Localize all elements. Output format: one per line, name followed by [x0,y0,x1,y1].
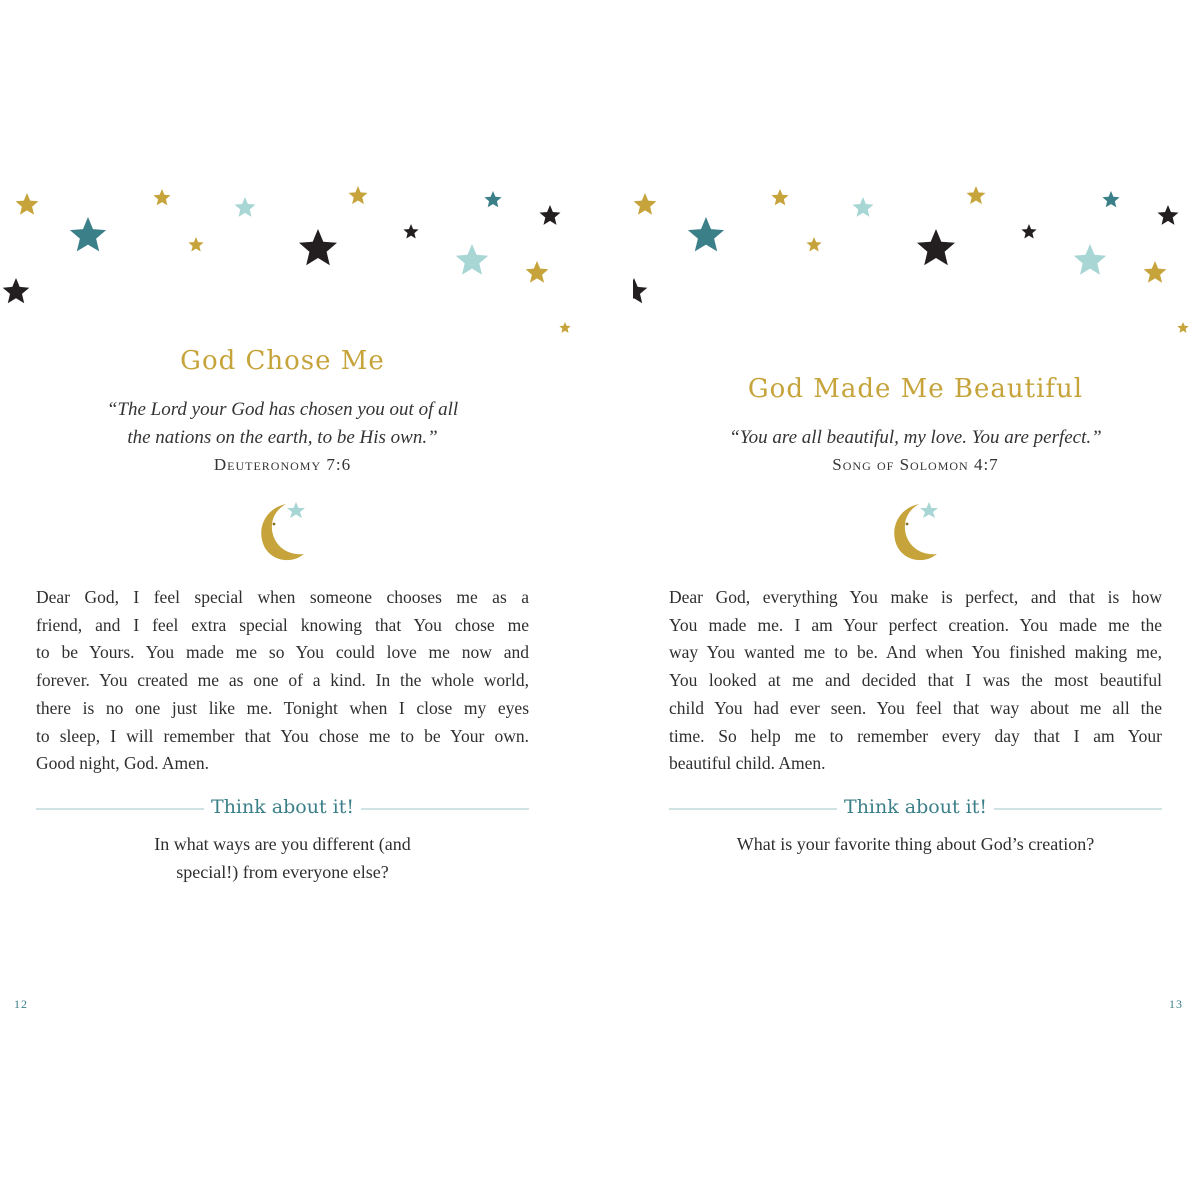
think-about-it-label: Think about it! [211,796,354,818]
scripture-reference: Song of Solomon 4:7 [832,455,999,474]
scripture-quote [633,424,1198,452]
star-icon [188,237,203,252]
star-icon [633,278,647,303]
star-icon [16,193,39,215]
think-about-it-label: Think about it! [844,796,987,818]
star-icon [771,189,788,205]
prayer-line: friend, and I feel extra special knowing that You chose me [36,614,529,635]
star-icon [235,197,256,217]
prayer-line: Dear God, everything You make is perfect, and that is how [669,587,1162,607]
star-icon [806,237,821,252]
page-number: 13 [1169,997,1183,1011]
star-icon [1144,261,1167,283]
star-icon [153,189,170,205]
page-title: God Made Me Beautiful [747,374,1084,404]
prayer-line: child You had ever seen. You feel that way about me all the [669,697,1162,718]
prayer-line: Dear God, I feel special when someone chooses me as a [36,587,529,607]
prayer-line: You looked at me and decided that I was the most beautiful [669,670,1162,691]
star-icon [456,244,488,275]
star-icon [540,205,561,225]
star-icon [1177,322,1188,333]
page-number: 12 [14,997,28,1011]
star-decoration [0,0,600,360]
quote-line: “You are all beautiful, my love. You are perfect.” [729,427,1102,448]
scripture-reference: Deuteronomy 7:6 [213,455,352,474]
star-icon [403,224,418,239]
reflection-question [36,830,529,886]
prayer-line: Good night, God. Amen. [36,753,210,774]
star-icon [917,229,955,265]
prayer-line: there is no one just like me. Tonight when I close my eyes [36,697,529,718]
star-icon [484,191,501,207]
quote-line: “The Lord your God has chosen you out of all [106,399,459,420]
star-icon [967,186,986,204]
right-page [633,0,1200,1200]
prayer-line: You made me. I am Your perfect creation. You made me the [669,614,1162,635]
question-line: special!) from everyone else? [176,862,389,882]
quote-line: the nations on the earth, to be His own.” [127,427,438,448]
crescent-moon-icon [881,498,951,568]
crescent-moon-icon [248,498,318,568]
reflection-question [669,830,1162,858]
star-icon [70,217,106,251]
prayer-line: to sleep, I will remember that You chose me to be Your own. [36,725,529,746]
star-icon [853,197,874,217]
page-title: God Chose Me [180,346,385,376]
prayer-line: way You wanted me to be. And when You finished making me, [669,642,1162,663]
scripture-quote [20,396,545,452]
prayer-text [669,584,1162,778]
prayer-line: forever. You created me as one of a kind. In the whole world, [36,670,529,691]
prayer-text [36,584,529,778]
prayer-line: to be Yours. You made me so You could love me now and [36,642,529,663]
star-icon [559,322,570,333]
star-icon [3,278,30,303]
think-about-it-divider [36,796,529,820]
star-icon [1102,191,1119,207]
star-icon [1021,224,1036,239]
prayer-line: time. So help me to remember every day that I am Your [669,725,1162,746]
star-icon [688,217,724,251]
star-icon [1158,205,1179,225]
star-icon [299,229,337,265]
star-decoration [633,0,1200,360]
question-line: What is your favorite thing about God’s creation? [736,834,1095,854]
question-line: In what ways are you different (and [154,834,411,854]
prayer-line: beautiful child. Amen. [669,753,826,774]
star-icon [634,193,657,215]
star-icon [349,186,368,204]
think-about-it-divider [669,796,1162,820]
star-icon [526,261,549,283]
star-icon [1074,244,1106,275]
